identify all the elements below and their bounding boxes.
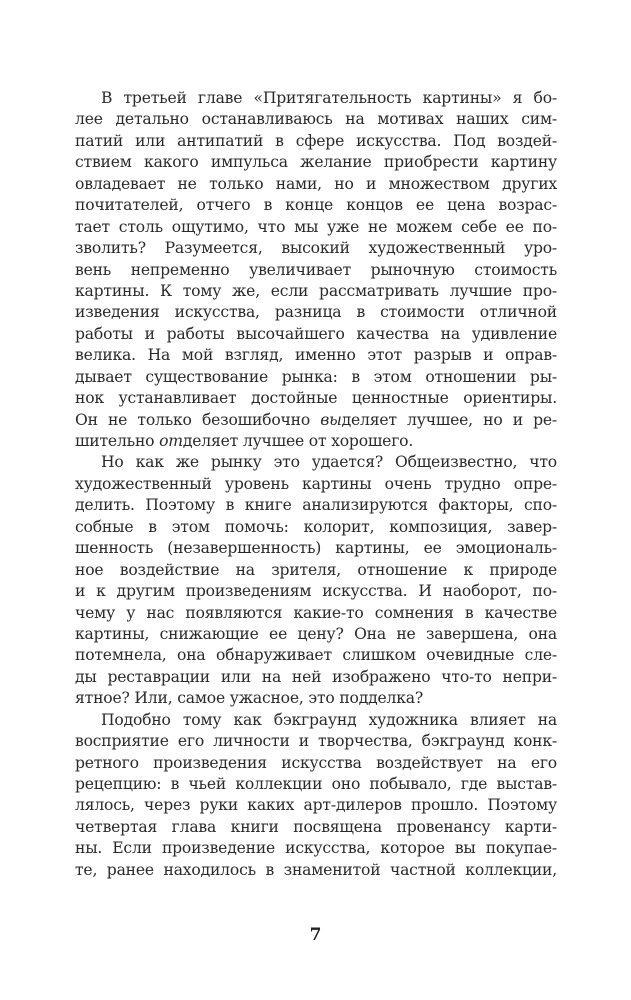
- text-segment: лялось, через руки каких арт-дилеров прошло. Поэтому: [75, 796, 557, 815]
- text-segment: Он не только безошибочно: [75, 410, 321, 429]
- text-line: [75, 517, 557, 538]
- text-segment: шенность (незавершенность) картины, ее эмоциональ-: [75, 539, 557, 558]
- text-line: [75, 281, 557, 302]
- text-segment: ствием какого импульса желание приобрести картину: [75, 153, 557, 172]
- text-line: [75, 538, 557, 559]
- text-line: [75, 324, 557, 345]
- text-segment: лее детально останавливаюсь на мотивах наших сим-: [75, 110, 557, 129]
- text-line: [75, 753, 557, 774]
- text-segment: ны. Если произведение искусства, которое вы покупае-: [75, 839, 557, 858]
- text-segment: ное воздействие на зрителя, отношение к природе: [75, 560, 557, 579]
- text-line: [75, 795, 557, 816]
- text-segment: делить. Поэтому в книге анализируются факторы, спо-: [75, 496, 557, 515]
- text-segment: рецепцию: в чьей коллекции оно побывало, где выстав-: [75, 775, 557, 793]
- text-segment: патий или антипатий в сфере искусства. Под воздей-: [75, 131, 557, 150]
- text-line: [75, 302, 557, 323]
- text-line: [75, 174, 557, 195]
- text-line: [75, 860, 557, 881]
- text-line: [75, 560, 557, 581]
- text-line: [75, 431, 557, 452]
- text-segment: ды реставрации или на ней изображено что-то непри-: [75, 667, 557, 686]
- text-segment: собные в этом помочь: колорит, композиция, завер-: [75, 517, 557, 536]
- text-segment: велика. На мой взгляд, именно этот разрыв и оправ-: [75, 346, 557, 365]
- page-number: 7: [309, 925, 322, 945]
- text-segment: восприятие его личности и творчества, бэкграунд конк-: [75, 732, 557, 751]
- text-segment: картины. К тому же, если рассматривать лучшие про-: [75, 281, 557, 300]
- text-segment: овладевает не только нами, но и множеством других: [75, 174, 557, 193]
- text-line: [75, 474, 557, 495]
- text-segment: ретного произведения искусства воздействует на его: [75, 753, 557, 772]
- text-line: [75, 817, 557, 838]
- text-segment: ятное? Или, самое ужасное, это подделка?: [75, 689, 424, 708]
- italic-text: от: [159, 432, 183, 450]
- text-line: [75, 624, 557, 645]
- text-line: [75, 109, 557, 130]
- text-segment: чему у нас появляются какие-то сомнения в качестве: [75, 603, 557, 622]
- text-segment: Подобно тому как бэкграунд художника влияет на: [101, 710, 557, 729]
- text-segment: тает столь ощутимо, что мы уже не можем себе ее по-: [75, 217, 557, 236]
- text-line: [75, 367, 557, 388]
- text-line: [75, 131, 557, 152]
- italic-text: вы: [320, 410, 342, 429]
- text-segment: деляет лучшее, но и ре-: [341, 410, 557, 429]
- text-line: [75, 838, 557, 859]
- body-text: [75, 88, 557, 881]
- text-line: [75, 688, 557, 709]
- text-segment: почитателей, отчего в конце концов ее цена возрас-: [75, 196, 557, 215]
- text-segment: дывает существование рынка: в этом отношении ры-: [75, 367, 557, 386]
- text-line: [75, 217, 557, 238]
- text-segment: нок устанавливает достойные ценностные ориентиры.: [75, 389, 557, 408]
- text-line: [75, 581, 557, 602]
- text-segment: Но как же рынку это удается? Общеизвестно, что: [101, 453, 557, 472]
- text-line: [75, 645, 557, 666]
- text-segment: потемнела, она обнаруживает слишком очевидные сле-: [75, 646, 557, 665]
- text-segment: художественный уровень картины очень трудно опре-: [75, 474, 557, 493]
- text-segment: шительно: [75, 432, 160, 450]
- text-segment: деляет лучшее от хорошего.: [182, 432, 414, 450]
- text-segment: и к другим произведениям искусства. И наоборот, по-: [75, 582, 557, 601]
- text-segment: изведения искусства, разница в стоимости отличной: [75, 303, 557, 322]
- text-line: [75, 388, 557, 409]
- text-segment: вень непременно увеличивает рыночную стоимость: [75, 260, 557, 279]
- text-line: [75, 603, 557, 624]
- text-segment: работы и работы высочайшего качества на удивление: [75, 324, 557, 343]
- text-line: [75, 152, 557, 173]
- text-line: [75, 410, 557, 431]
- text-line: [75, 260, 557, 281]
- text-segment: четвертая глава книги посвящена провенансу карти-: [75, 817, 557, 836]
- text-segment: зволить? Разумеется, высокий художественный уро-: [75, 239, 557, 258]
- text-line: [75, 774, 557, 795]
- text-line: [75, 88, 557, 109]
- text-line: [75, 195, 557, 216]
- text-line: [75, 238, 557, 259]
- text-segment: В третьей главе «Притягательность картины» я бо-: [101, 89, 557, 107]
- text-line: [75, 345, 557, 366]
- text-line: [75, 731, 557, 752]
- text-segment: картины, снижающие ее цену? Она не завершена, она: [75, 624, 557, 643]
- text-segment: те, ранее находилось в знаменитой частной коллекции,: [75, 860, 557, 879]
- text-line: [75, 495, 557, 516]
- text-line: [75, 710, 557, 731]
- text-line: [75, 452, 557, 473]
- text-line: [75, 667, 557, 688]
